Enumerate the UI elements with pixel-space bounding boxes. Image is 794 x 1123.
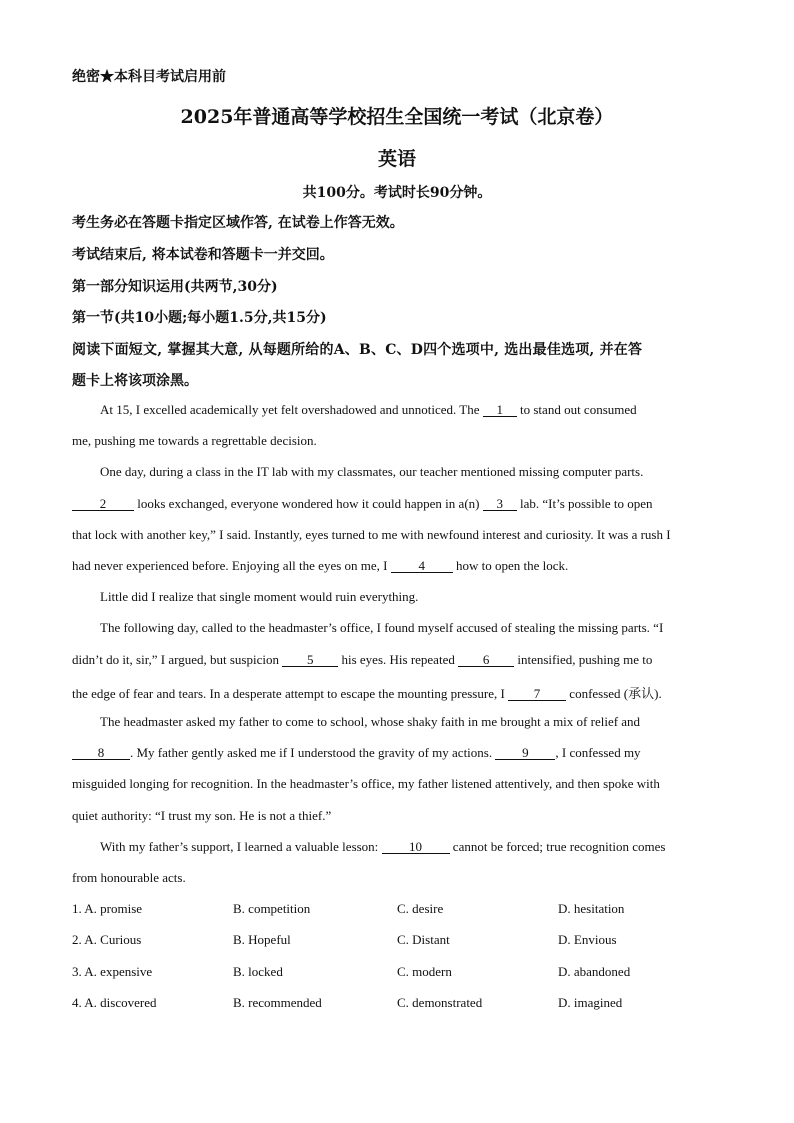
option-c: C. desire (397, 901, 444, 916)
option-a: 1. A. promise (72, 901, 143, 916)
confidential-label: 绝密★本科目考试启用前 (72, 69, 226, 85)
option-a: 3. A. expensive (72, 964, 153, 979)
option-a: 4. A. discovered (72, 995, 157, 1010)
section-heading: 第一节(共10小题;每小题1.5分,共15分) (72, 310, 327, 326)
subject-title: 英语 (377, 148, 416, 170)
passage-line: quiet authority: “I trust my son. He is not a thief.” (72, 808, 332, 823)
passage-line: 8 . My father gently asked me if I understood the gravity of my actions. 9 , I confessed my (72, 745, 641, 761)
time-note: 共100分。考试时长90分钟。 (302, 185, 492, 201)
option-d: D. Envious (558, 932, 617, 947)
passage-line: One day, during a class in the IT lab with my classmates, our teacher mentioned missing computer parts. (100, 464, 644, 479)
blank-5: 5 (282, 653, 338, 667)
blank-6: 6 (458, 653, 514, 667)
blank-3: 3 (483, 497, 517, 511)
passage-line: With my father’s support, I learned a valuable lesson: 10 cannot be forced; true recognition comes (100, 839, 666, 854)
exam-title: 2025年普通高等学校招生全国统一考试（北京卷） (180, 106, 614, 128)
option-d: D. imagined (558, 995, 623, 1010)
passage-line: had never experienced before. Enjoying all the eyes on me, I 4 how to open the lock. (72, 558, 569, 573)
option-a: 2. A. Curious (72, 932, 142, 947)
blank-1: 1 (483, 403, 517, 417)
passage-line: Little did I realize that single moment would ruin everything. (100, 589, 419, 604)
passage-line: The following day, called to the headmaster’s office, I found myself accused of stealing the missing parts. “I (100, 620, 664, 635)
passage-line: 2 looks exchanged, everyone wondered how it could happen in a(n) 3 lab. “It’s possible to open (72, 496, 653, 512)
option-d: D. hesitation (558, 901, 625, 916)
blank-7: 7 (508, 687, 566, 701)
option-c: C. modern (397, 964, 452, 979)
option-c: C. Distant (397, 932, 450, 947)
blank-8: 8 (72, 746, 130, 760)
passage-line: At 15, I excelled academically yet felt overshadowed and unnoticed. The 1 to stand out consumed (100, 402, 637, 417)
passage-line: that lock with another key,” I said. Instantly, eyes turned to me with newfound interest and curiosity. It was a rush I (72, 527, 671, 542)
option-b: B. Hopeful (233, 932, 291, 947)
option-c: C. demonstrated (397, 995, 483, 1010)
instruction-line: 考试结束后, 将本试卷和答题卡一并交回。 (72, 247, 334, 263)
option-b: B. recommended (233, 995, 322, 1010)
passage-line: me, pushing me towards a regrettable decision. (72, 433, 317, 448)
instruction-line: 考生务必在答题卡指定区域作答, 在试卷上作答无效。 (72, 215, 404, 231)
blank-4: 4 (391, 559, 453, 573)
passage-line: the edge of fear and tears. In a desperate attempt to escape the mounting pressure, I 7 confessed (承认). (72, 686, 662, 701)
blank-9: 9 (495, 746, 555, 760)
passage-line: from honourable acts. (72, 870, 186, 885)
directions: 题卡上将该项涂黑。 (72, 373, 198, 389)
passage-line: misguided longing for recognition. In the headmaster’s office, my father listened attentively, and then spoke with (72, 776, 660, 791)
blank-2: 2 (72, 497, 134, 511)
directions: 阅读下面短文, 掌握其大意, 从每题所给的A、B、C、D四个选项中, 选出最佳选项, 并在答 (72, 342, 643, 358)
option-b: B. locked (233, 964, 283, 979)
passage-line: didn’t do it, sir,” I argued, but suspicion 5 his eyes. His repeated 6 intensified, pushing me to (72, 652, 653, 667)
part-heading: 第一部分知识运用(共两节,30分) (72, 279, 278, 295)
option-b: B. competition (233, 901, 311, 916)
passage-line: The headmaster asked my father to come to school, whose shaky faith in me brought a mix of relief and (100, 714, 641, 729)
blank-10: 10 (382, 840, 450, 854)
option-d: D. abandoned (558, 964, 631, 979)
